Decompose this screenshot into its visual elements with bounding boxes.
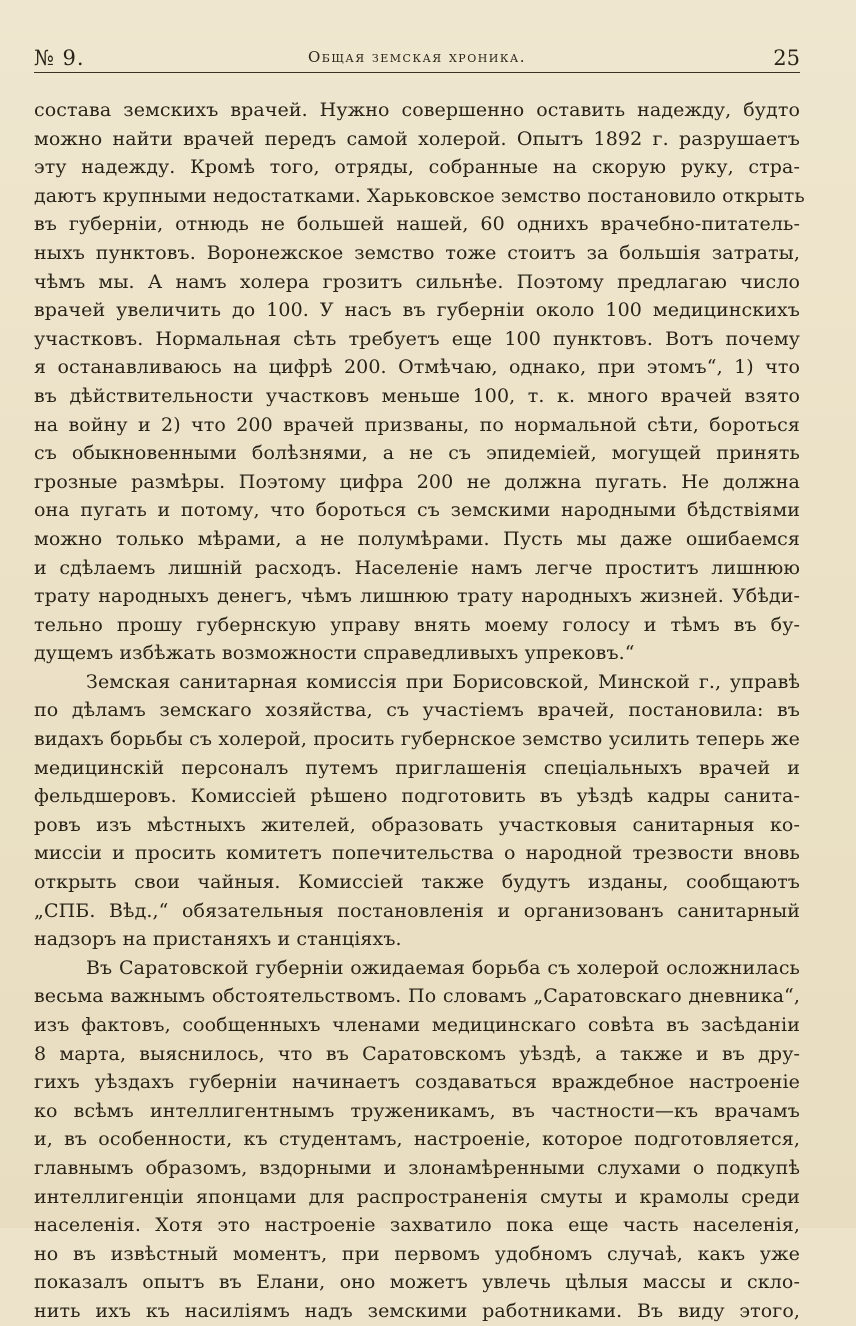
text-line: на войну и 2) что 200 врачей призваны, по нормальной сѣти, бороться [34, 413, 800, 436]
text-line: изъ фактовъ, сообщенныхъ членами медицинскаго совѣта въ засѣданіи [34, 1014, 800, 1036]
text-line: она пугать и потому, что бороться съ земскими народными бѣдствіями [34, 499, 800, 522]
text-line: эту надежду. Кромѣ того, отряды, собранные на скорую руку, стра- [34, 156, 800, 179]
text-line: тельно прошу губернскую управу внять моему голосу и тѣмъ въ бу- [34, 613, 800, 636]
text-line: по дѣламъ земскаго хозяйства, съ участіемъ врачей, постановила: въ [34, 699, 800, 722]
text-line: но въ извѣстный моментъ, при первомъ удобномъ случаѣ, какъ уже [34, 1242, 800, 1265]
text-line: гихъ уѣздахъ губерніи начинаетъ создаваться враждебное настроеніе [34, 1071, 800, 1094]
text-line: фельдшеровъ. Комиссіей рѣшено подготовить въ уѣздѣ кадры санита- [34, 785, 800, 808]
text-line: врачей увеличить до 100. У насъ въ губерніи около 100 медицинскихъ [34, 299, 800, 322]
text-line: состава земскихъ врачей. Нужно совершенно оставить надежду, будто [34, 99, 800, 121]
text-line: и сдѣлаемъ лишній расходъ. Населеніе намъ легче проститъ лишнюю [34, 556, 800, 579]
text-line: видахъ борьбы съ холерой, просить губернское земство усилить теперь же [34, 728, 800, 751]
text-line: и, въ особенности, къ студентамъ, настроеніе, которое подготовляется, [34, 1128, 800, 1151]
text-line: 8 марта, выяснилось, что въ Саратовскомъ уѣздѣ, а также и въ дру- [34, 1042, 800, 1065]
issue-number: № 9. [34, 46, 85, 70]
text-line: открыть свои чайныя. Комиссіей также будутъ изданы, сообщаютъ [34, 871, 800, 894]
text-line: „СПБ. Вѣд.,“ обязательныя постановленія и организованъ санитарный [34, 899, 800, 922]
text-line: участковъ. Нормальная сѣть требуетъ еще 100 пунктовъ. Вотъ почему [34, 327, 800, 350]
text-line: можно только мѣрами, а не полумѣрами. Пусть мы даже ошибаемся [34, 527, 800, 550]
text-line: населенія. Хотя это настроеніе захватило пока еще часть населенія, [34, 1214, 800, 1237]
text-line: главнымъ образомъ, вздорными и злонамѣренными слухами о подкупѣ [34, 1156, 800, 1179]
text-line: трату народныхъ денегъ, чѣмъ лишнюю трату народныхъ жизней. Убѣди- [34, 585, 800, 608]
header-rule [34, 72, 800, 73]
text-line: надзоръ на пристаняхъ и станціяхъ. [34, 928, 402, 951]
text-line: въ дѣйствительности участковъ меньше 100, т. к. много врачей взято [34, 384, 800, 407]
text-line: показалъ опытъ въ Елани, оно можетъ увлечь цѣлыя массы и скло- [34, 1271, 800, 1294]
text-line: грозные размѣры. Поэтому цифра 200 не должна пугать. Не должна [34, 470, 800, 493]
text-line: интеллигенціи японцами для распространенія смуты и крамолы среди [34, 1185, 800, 1208]
paragraph-first-line: Въ Саратовской губерніи ожидаемая борьба съ холерой осложнилась [86, 956, 800, 979]
text-line: въ губерніи, отнюдь не большей нашей, 60 однихъ врачебно-питатель- [34, 213, 800, 236]
paragraph-first-line: Земская санитарная комиссія при Борисовской, Минской г., управѣ [86, 670, 800, 693]
text-line: съ обыкновенными болѣзнями, а не съ эпидеміей, могущей принять [34, 442, 800, 465]
running-header [34, 44, 800, 74]
text-line: медицинскій персоналъ путемъ приглашенія спеціальныхъ врачей и [34, 756, 800, 779]
text-line: нить ихъ къ насиліямъ надъ земскими работниками. Въ виду этого, [34, 1299, 800, 1322]
text-line: миссіи и просить комитетъ попечительства о народной трезвости вновь [34, 842, 800, 865]
text-line: чѣмъ мы. А намъ холера грозитъ сильнѣе. Поэтому предлагаю число [34, 270, 800, 293]
text-line: я останавливаюсь на цифрѣ 200. Отмѣчаю, однако, при этомъ“, 1) что [34, 356, 800, 379]
text-body [34, 96, 805, 1326]
text-line: можно найти врачей передъ самой холерой. Опытъ 1892 г. разрушаетъ [34, 127, 800, 150]
text-line: даютъ крупными недостатками. Харьковское земство постановило открыть [34, 184, 805, 207]
page-number: 25 [773, 46, 800, 70]
running-title: Общая земская хроника. [307, 48, 527, 66]
text-line: ко всѣмъ интеллигентнымъ труженикамъ, въ частности—къ врачамъ [34, 1099, 800, 1122]
text-line: дущемъ избѣжать возможности справедливыхъ упрековъ.“ [34, 642, 635, 665]
text-line: ныхъ пунктовъ. Воронежское земство тоже стоитъ за большія затраты, [34, 241, 800, 264]
text-line: весьма важнымъ обстоятельствомъ. По словамъ „Саратовскаго дневника“, [34, 985, 800, 1008]
text-line: ровъ изъ мѣстныхъ жителей, образовать участковыя санитарныя ко- [34, 813, 800, 836]
